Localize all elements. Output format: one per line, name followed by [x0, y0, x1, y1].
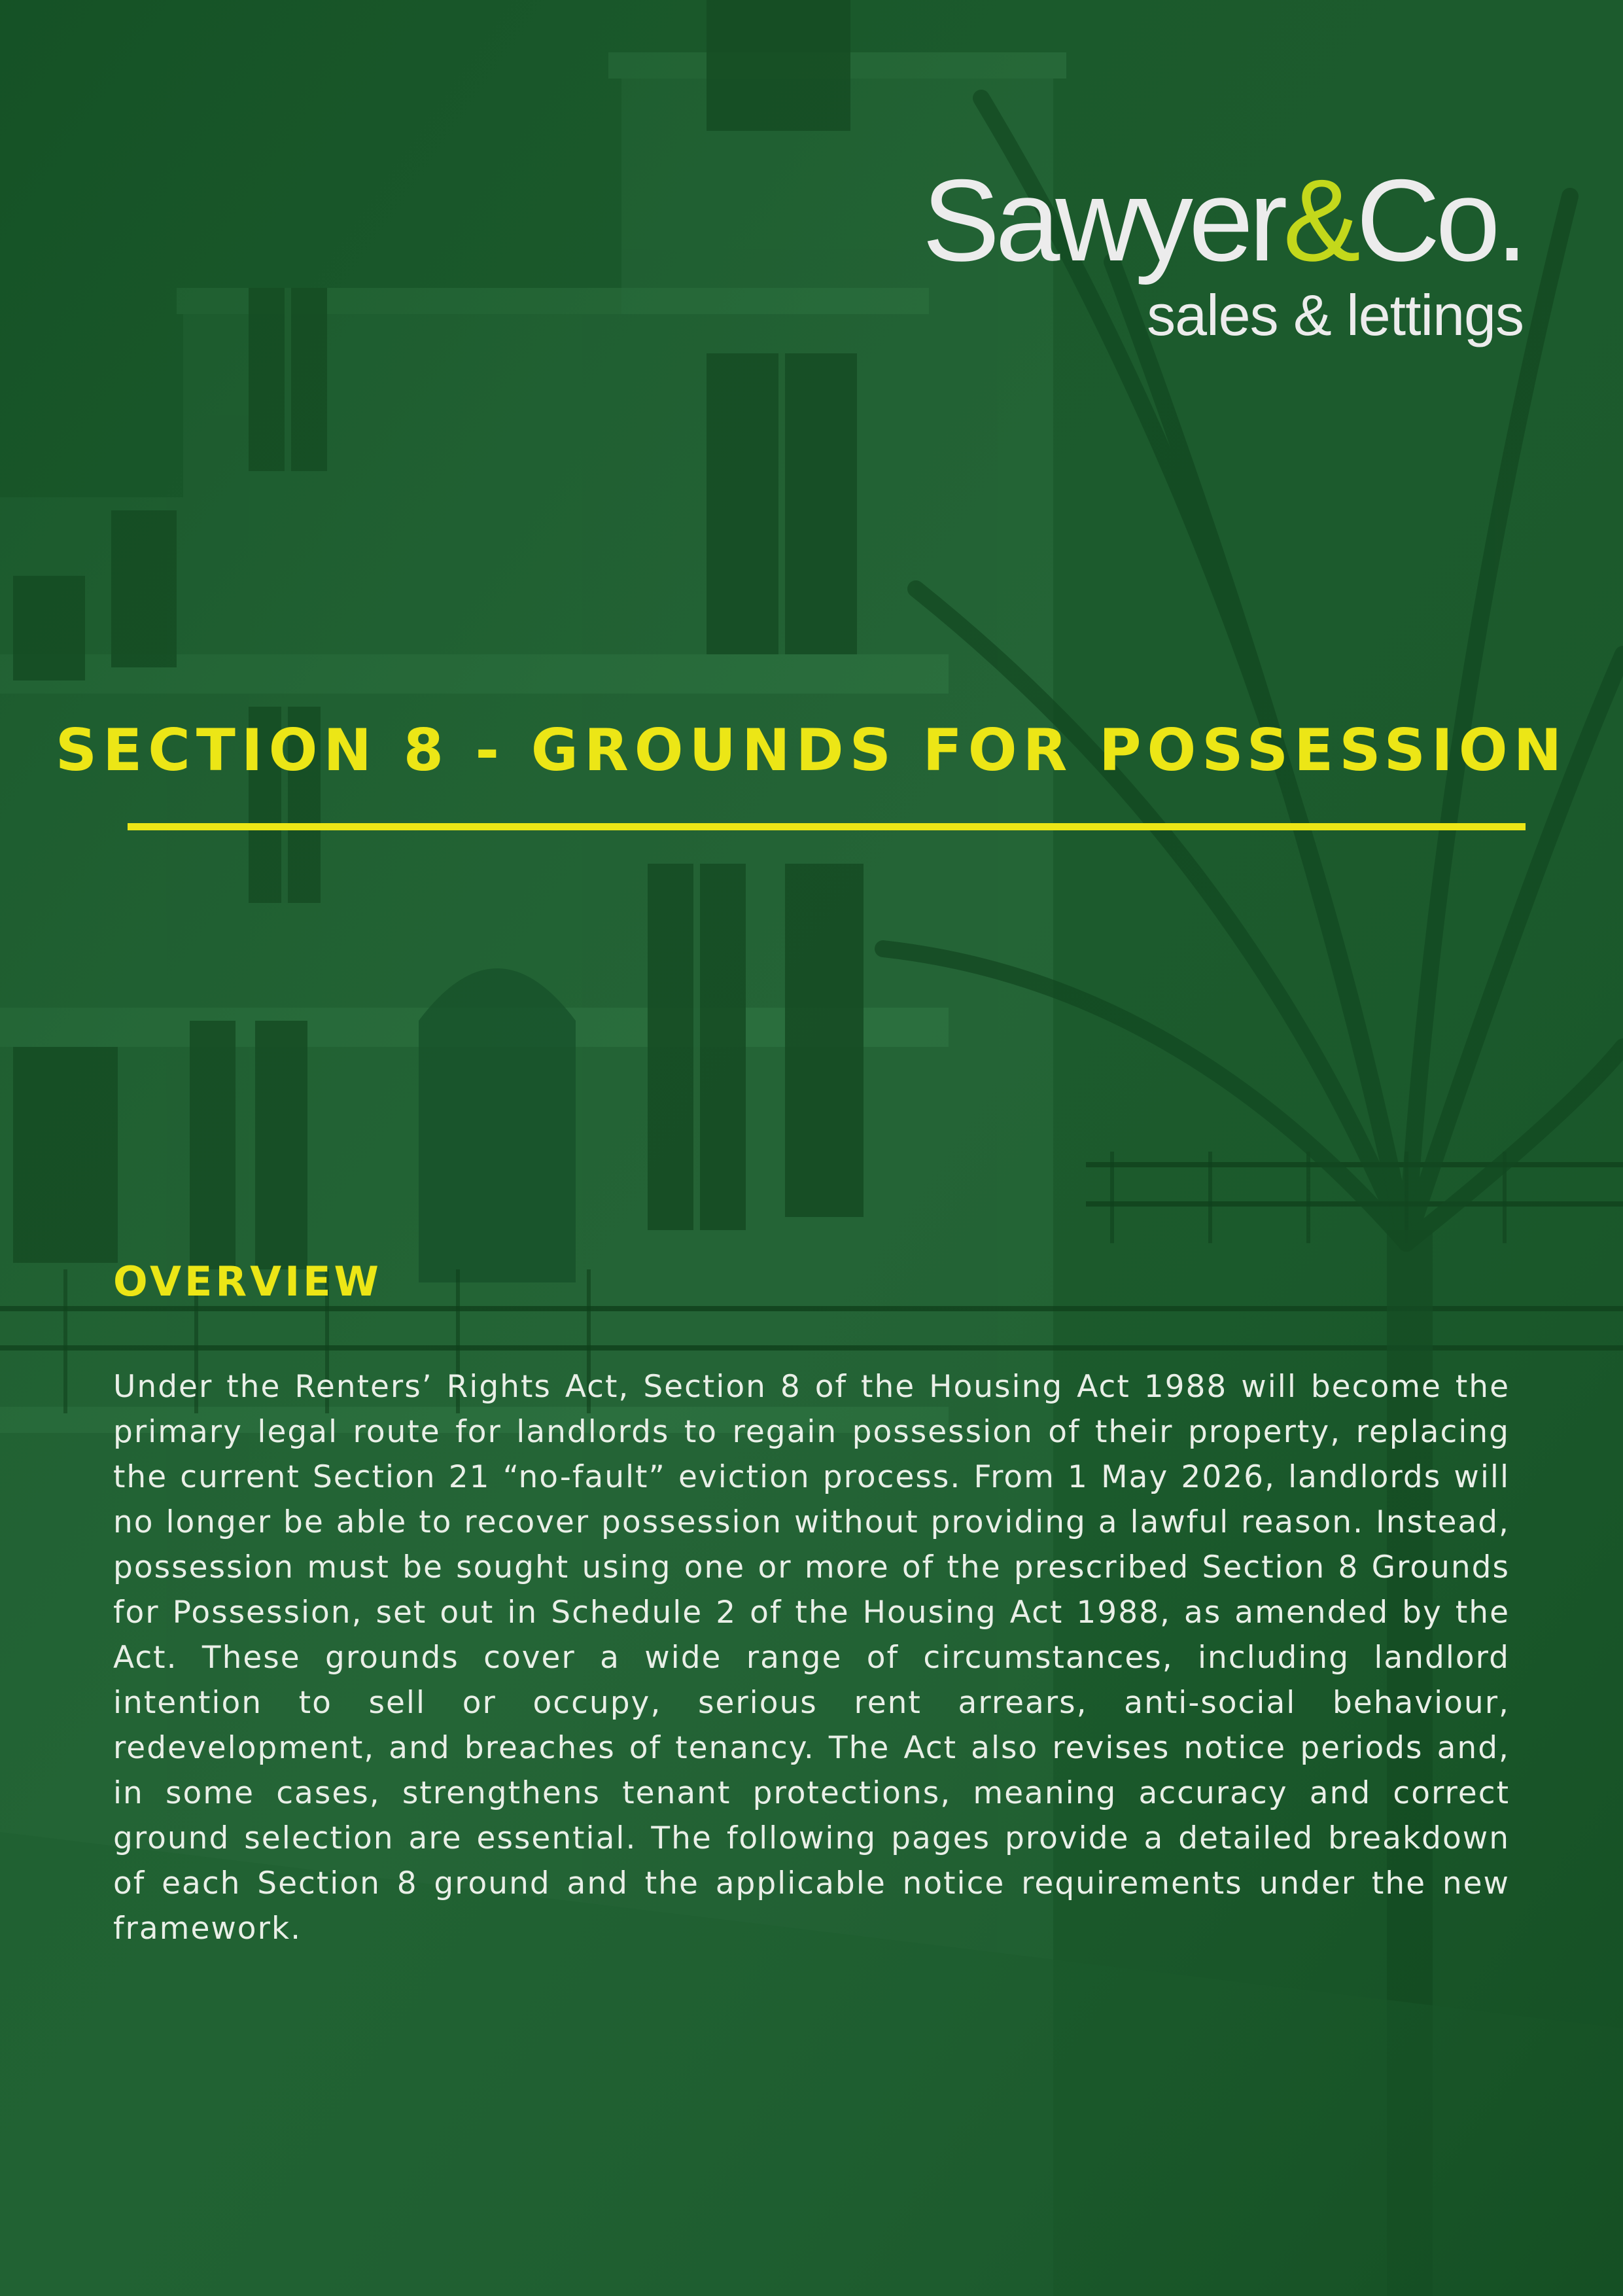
- logo-name-part1: Sawyer: [922, 155, 1283, 285]
- overview-heading: OVERVIEW: [113, 1258, 382, 1305]
- logo-wordmark: [922, 155, 1524, 285]
- title-underline-divider: [128, 823, 1526, 830]
- section-title: SECTION 8 - GROUNDS FOR POSSESSION: [55, 716, 1568, 784]
- logo-tagline: sales & lettings: [1147, 283, 1524, 347]
- logo-ampersand: &: [1283, 155, 1356, 285]
- logo-name-part2: Co.: [1356, 155, 1524, 285]
- overview-body-text: Under the Renters’ Rights Act, Section 8 of the Housing Act 1988 will become the primary legal route for landlords to regain possession of their property, replacing the current Section 21 “no-fault” eviction process. From 1 May 2026, landlords will no longer be able to recover possession without providing a lawful reason. Instead, possession must be sought using one or more of the prescribed Section 8 Grounds for Possession, set out in Schedule 2 of the Housing Act 1988, as amended by the Act. These grounds cover a wide range of circumstances, including landlord intention to sell or occupy, serious rent arrears, anti-social behaviour, redevelopment, and breaches of tenancy. The Act also revises notice periods and, in some cases, strengthens tenant protections, meaning accuracy and correct ground selection are essential. The following pages provide a detailed breakdown of each Section 8 ground and the applicable notice requirements under the new framework.: [113, 1369, 1510, 1947]
- sawyer-co-logo: [922, 155, 1524, 347]
